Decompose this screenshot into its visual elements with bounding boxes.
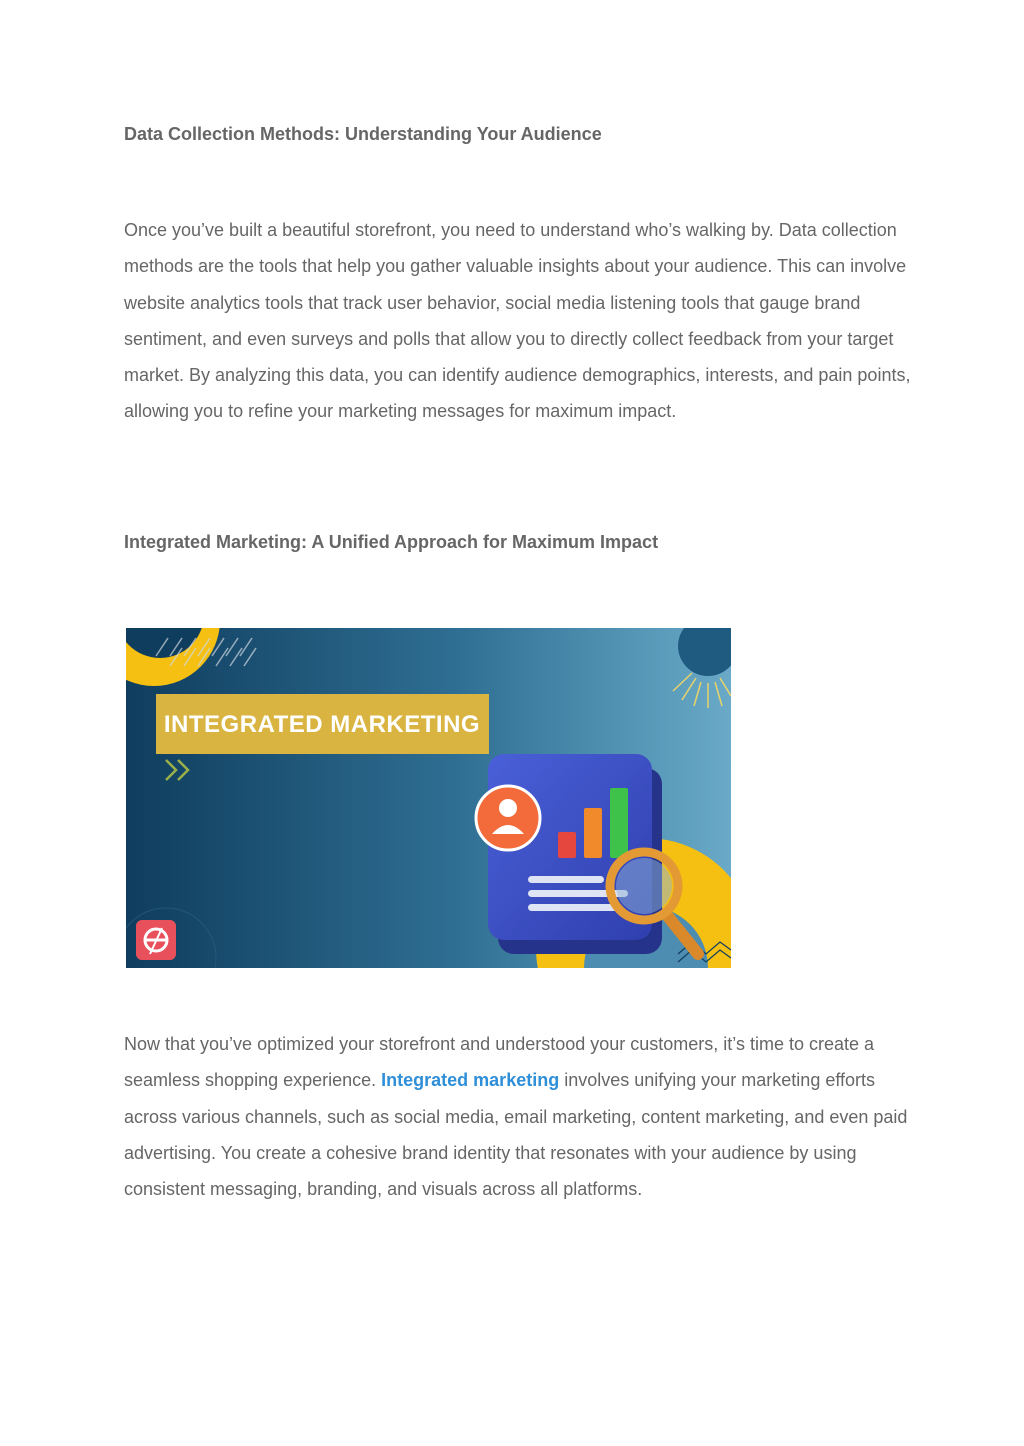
integrated-marketing-image [126,628,731,968]
paragraph-integrated-marketing [124,1026,914,1207]
banner-title: INTEGRATED MARKETING [163,711,481,738]
chart-bar-green [610,788,628,858]
paragraph-data-collection: Once you’ve built a beautiful storefront, you need to understand who’s walking by. Data collection methods are the tools that help you gather valuable insights about your audience. This can involve website analytics tools that track user behavior, social media listening tools that gauge brand sentiment, and even surveys and polls that allow you to directly collect feedback from your target market. By analyzing this data, you can identify audience demographics, interests, and pain points, allowing you to refine your marketing messages for maximum impact. [124,220,911,422]
section-heading-data-collection: Data Collection Methods: Understanding Your Audience [124,124,602,144]
brand-logo-icon [136,920,176,960]
user-avatar-icon [476,786,540,850]
section-heading-integrated-marketing: Integrated Marketing: A Unified Approach for Maximum Impact [124,532,659,552]
integrated-marketing-link[interactable]: Integrated marketing [381,1070,560,1091]
banner [156,694,489,754]
paragraph-text-after-link: involves unifying your marketing efforts across various channels, such as social media, email marketing, content marketing, and even paid advertising. You create a cohesive brand identity that resonates with your audience by using consistent messaging, branding, and visuals across all platforms. [124,1070,908,1200]
paragraph-text-before-link: Now that you’ve optimized your storefront and understood your customers, it’s time to create a seamless shopping experience. [124,1034,875,1091]
chart-bar-orange [584,808,602,858]
chart-bar-red [558,832,576,858]
